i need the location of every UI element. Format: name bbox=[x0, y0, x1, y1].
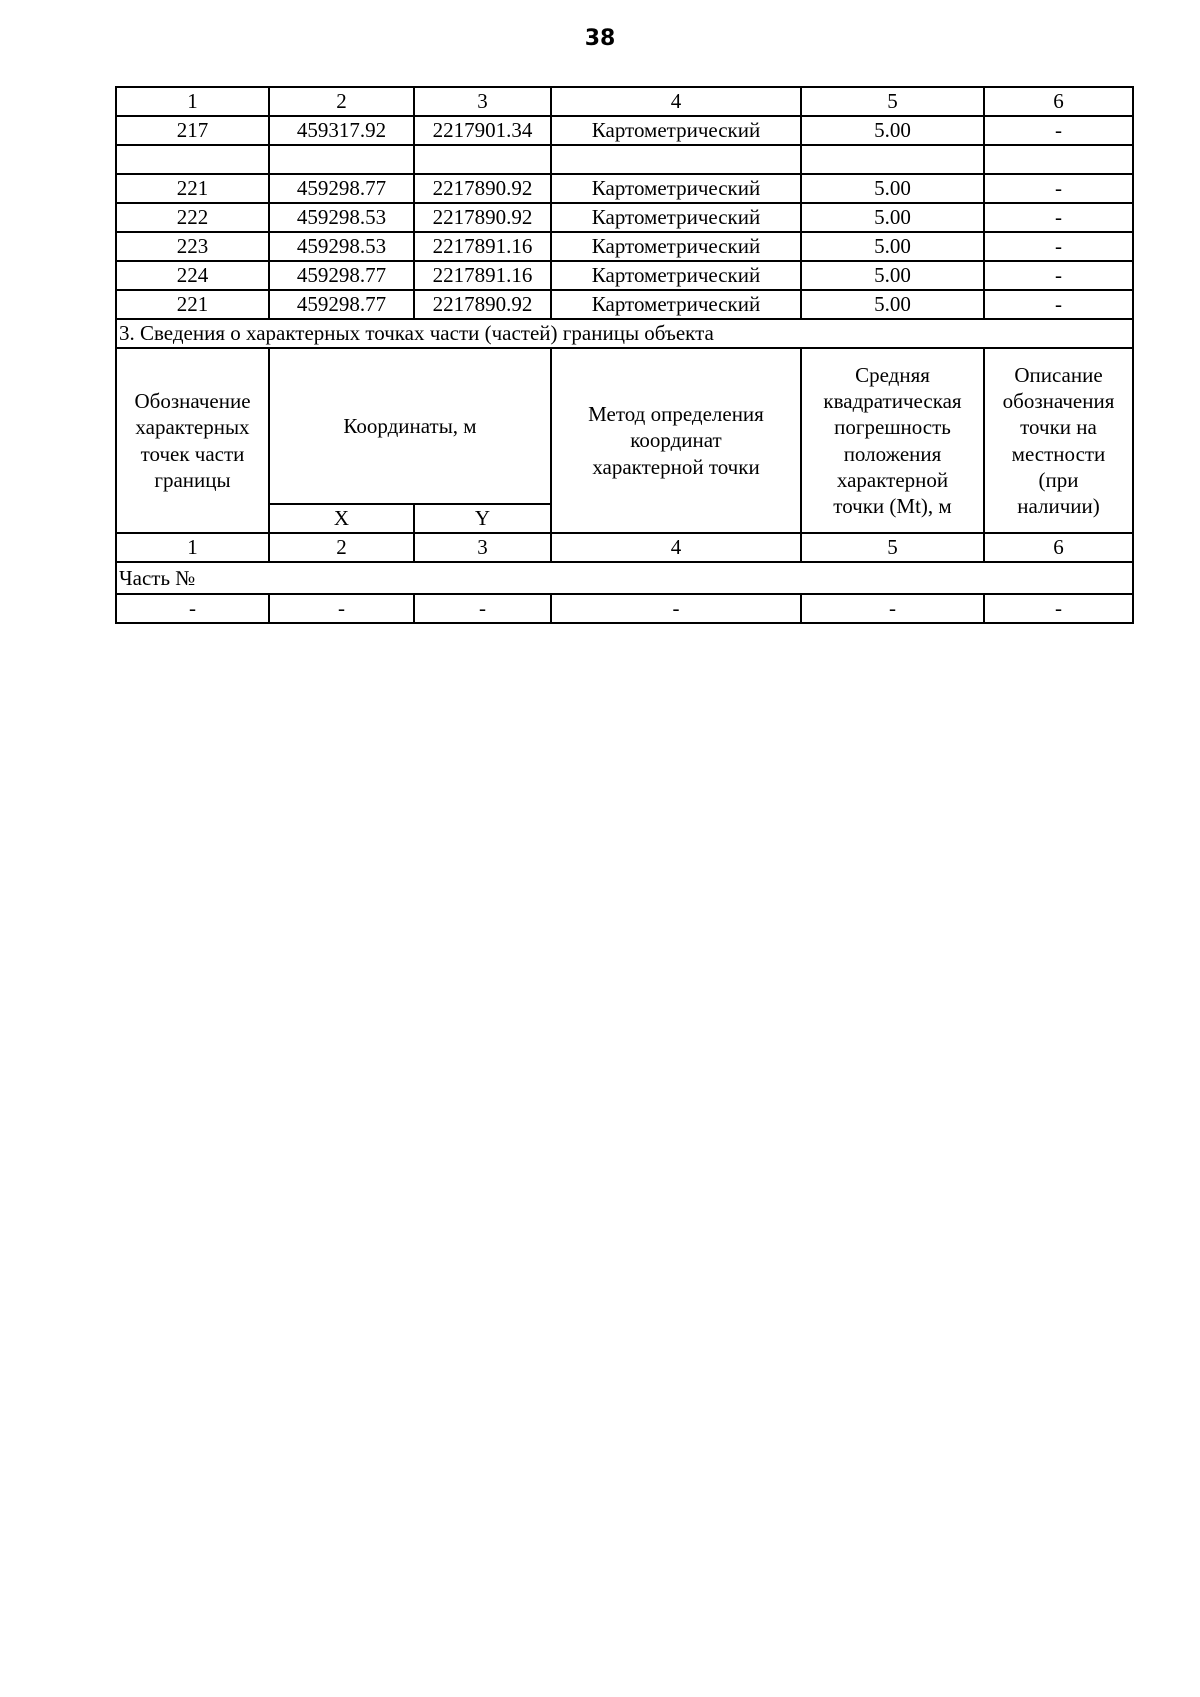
table-row bbox=[116, 174, 1133, 203]
y-coordinate: 2217890.92 bbox=[414, 174, 551, 203]
y-coordinate: 2217890.92 bbox=[414, 203, 551, 232]
method: Картометрический bbox=[551, 232, 801, 261]
part-label-row bbox=[116, 562, 1133, 594]
description: - bbox=[984, 203, 1133, 232]
table-row bbox=[116, 594, 1133, 623]
y-coordinate: 2217901.34 bbox=[414, 116, 551, 145]
column-number: 3 bbox=[414, 533, 551, 562]
description: - bbox=[984, 232, 1133, 261]
header-error bbox=[801, 348, 984, 533]
x-coordinate: 459298.77 bbox=[269, 290, 414, 319]
x-coordinate bbox=[269, 145, 414, 174]
point-id: 221 bbox=[116, 290, 269, 319]
x-coordinate: 459298.53 bbox=[269, 203, 414, 232]
description: - bbox=[984, 594, 1133, 623]
column-number: 1 bbox=[116, 533, 269, 562]
point-id: - bbox=[116, 594, 269, 623]
point-id: 223 bbox=[116, 232, 269, 261]
table-row bbox=[116, 290, 1133, 319]
column-number: 4 bbox=[551, 533, 801, 562]
method: - bbox=[551, 594, 801, 623]
error: 5.00 bbox=[801, 261, 984, 290]
method: Картометрический bbox=[551, 290, 801, 319]
method bbox=[551, 145, 801, 174]
error: 5.00 bbox=[801, 232, 984, 261]
table-row bbox=[116, 203, 1133, 232]
header-y: Y bbox=[414, 504, 551, 533]
point-id: 221 bbox=[116, 174, 269, 203]
method: Картометрический bbox=[551, 203, 801, 232]
column-number: 2 bbox=[269, 533, 414, 562]
y-coordinate: 2217891.16 bbox=[414, 232, 551, 261]
point-id: 224 bbox=[116, 261, 269, 290]
header-method bbox=[551, 348, 801, 533]
point-id: 217 bbox=[116, 116, 269, 145]
point-id: 222 bbox=[116, 203, 269, 232]
column-number: 3 bbox=[414, 87, 551, 116]
section-column-number-row bbox=[116, 533, 1133, 562]
table-row bbox=[116, 232, 1133, 261]
error bbox=[801, 145, 984, 174]
error: - bbox=[801, 594, 984, 623]
column-number: 2 bbox=[269, 87, 414, 116]
table-row bbox=[116, 116, 1133, 145]
error: 5.00 bbox=[801, 290, 984, 319]
error: 5.00 bbox=[801, 203, 984, 232]
method: Картометрический bbox=[551, 116, 801, 145]
column-number: 5 bbox=[801, 87, 984, 116]
page-number: 38 bbox=[584, 26, 616, 51]
x-coordinate: 459298.77 bbox=[269, 174, 414, 203]
header-designation-text: Обозначение характерных точек части границы bbox=[134, 389, 251, 492]
coordinates-table bbox=[115, 86, 1134, 624]
header-coordinates: Координаты, м bbox=[269, 348, 551, 504]
point-id bbox=[116, 145, 269, 174]
description: - bbox=[984, 261, 1133, 290]
section-title: 3. Сведения о характерных точках части (частей) границы объекта bbox=[116, 319, 1133, 348]
part-label: Часть № bbox=[116, 562, 1133, 594]
error: 5.00 bbox=[801, 174, 984, 203]
x-coordinate: 459317.92 bbox=[269, 116, 414, 145]
column-number: 1 bbox=[116, 87, 269, 116]
column-number-row bbox=[116, 87, 1133, 116]
y-coordinate bbox=[414, 145, 551, 174]
header-description bbox=[984, 348, 1133, 533]
header-description-text: Описание обозначения точки на местности (при наличии) bbox=[1002, 362, 1115, 518]
x-coordinate: 459298.53 bbox=[269, 232, 414, 261]
header-method-text: Метод определения координат характерной точки bbox=[588, 402, 764, 479]
section-title-row bbox=[116, 319, 1133, 348]
column-number: 6 bbox=[984, 533, 1133, 562]
x-coordinate: - bbox=[269, 594, 414, 623]
header-designation bbox=[116, 348, 269, 533]
header-error-text: Средняя квадратическая погрешность положения характерной точки (Mt), м bbox=[823, 362, 962, 518]
x-coordinate: 459298.77 bbox=[269, 261, 414, 290]
description bbox=[984, 145, 1133, 174]
y-coordinate: 2217890.92 bbox=[414, 290, 551, 319]
description: - bbox=[984, 116, 1133, 145]
description: - bbox=[984, 290, 1133, 319]
table-row bbox=[116, 261, 1133, 290]
header-x: X bbox=[269, 504, 414, 533]
section-header-row bbox=[116, 348, 1133, 504]
column-number: 6 bbox=[984, 87, 1133, 116]
column-number: 4 bbox=[551, 87, 801, 116]
table-row bbox=[116, 145, 1133, 174]
y-coordinate: - bbox=[414, 594, 551, 623]
method: Картометрический bbox=[551, 261, 801, 290]
description: - bbox=[984, 174, 1133, 203]
y-coordinate: 2217891.16 bbox=[414, 261, 551, 290]
method: Картометрический bbox=[551, 174, 801, 203]
error: 5.00 bbox=[801, 116, 984, 145]
column-number: 5 bbox=[801, 533, 984, 562]
